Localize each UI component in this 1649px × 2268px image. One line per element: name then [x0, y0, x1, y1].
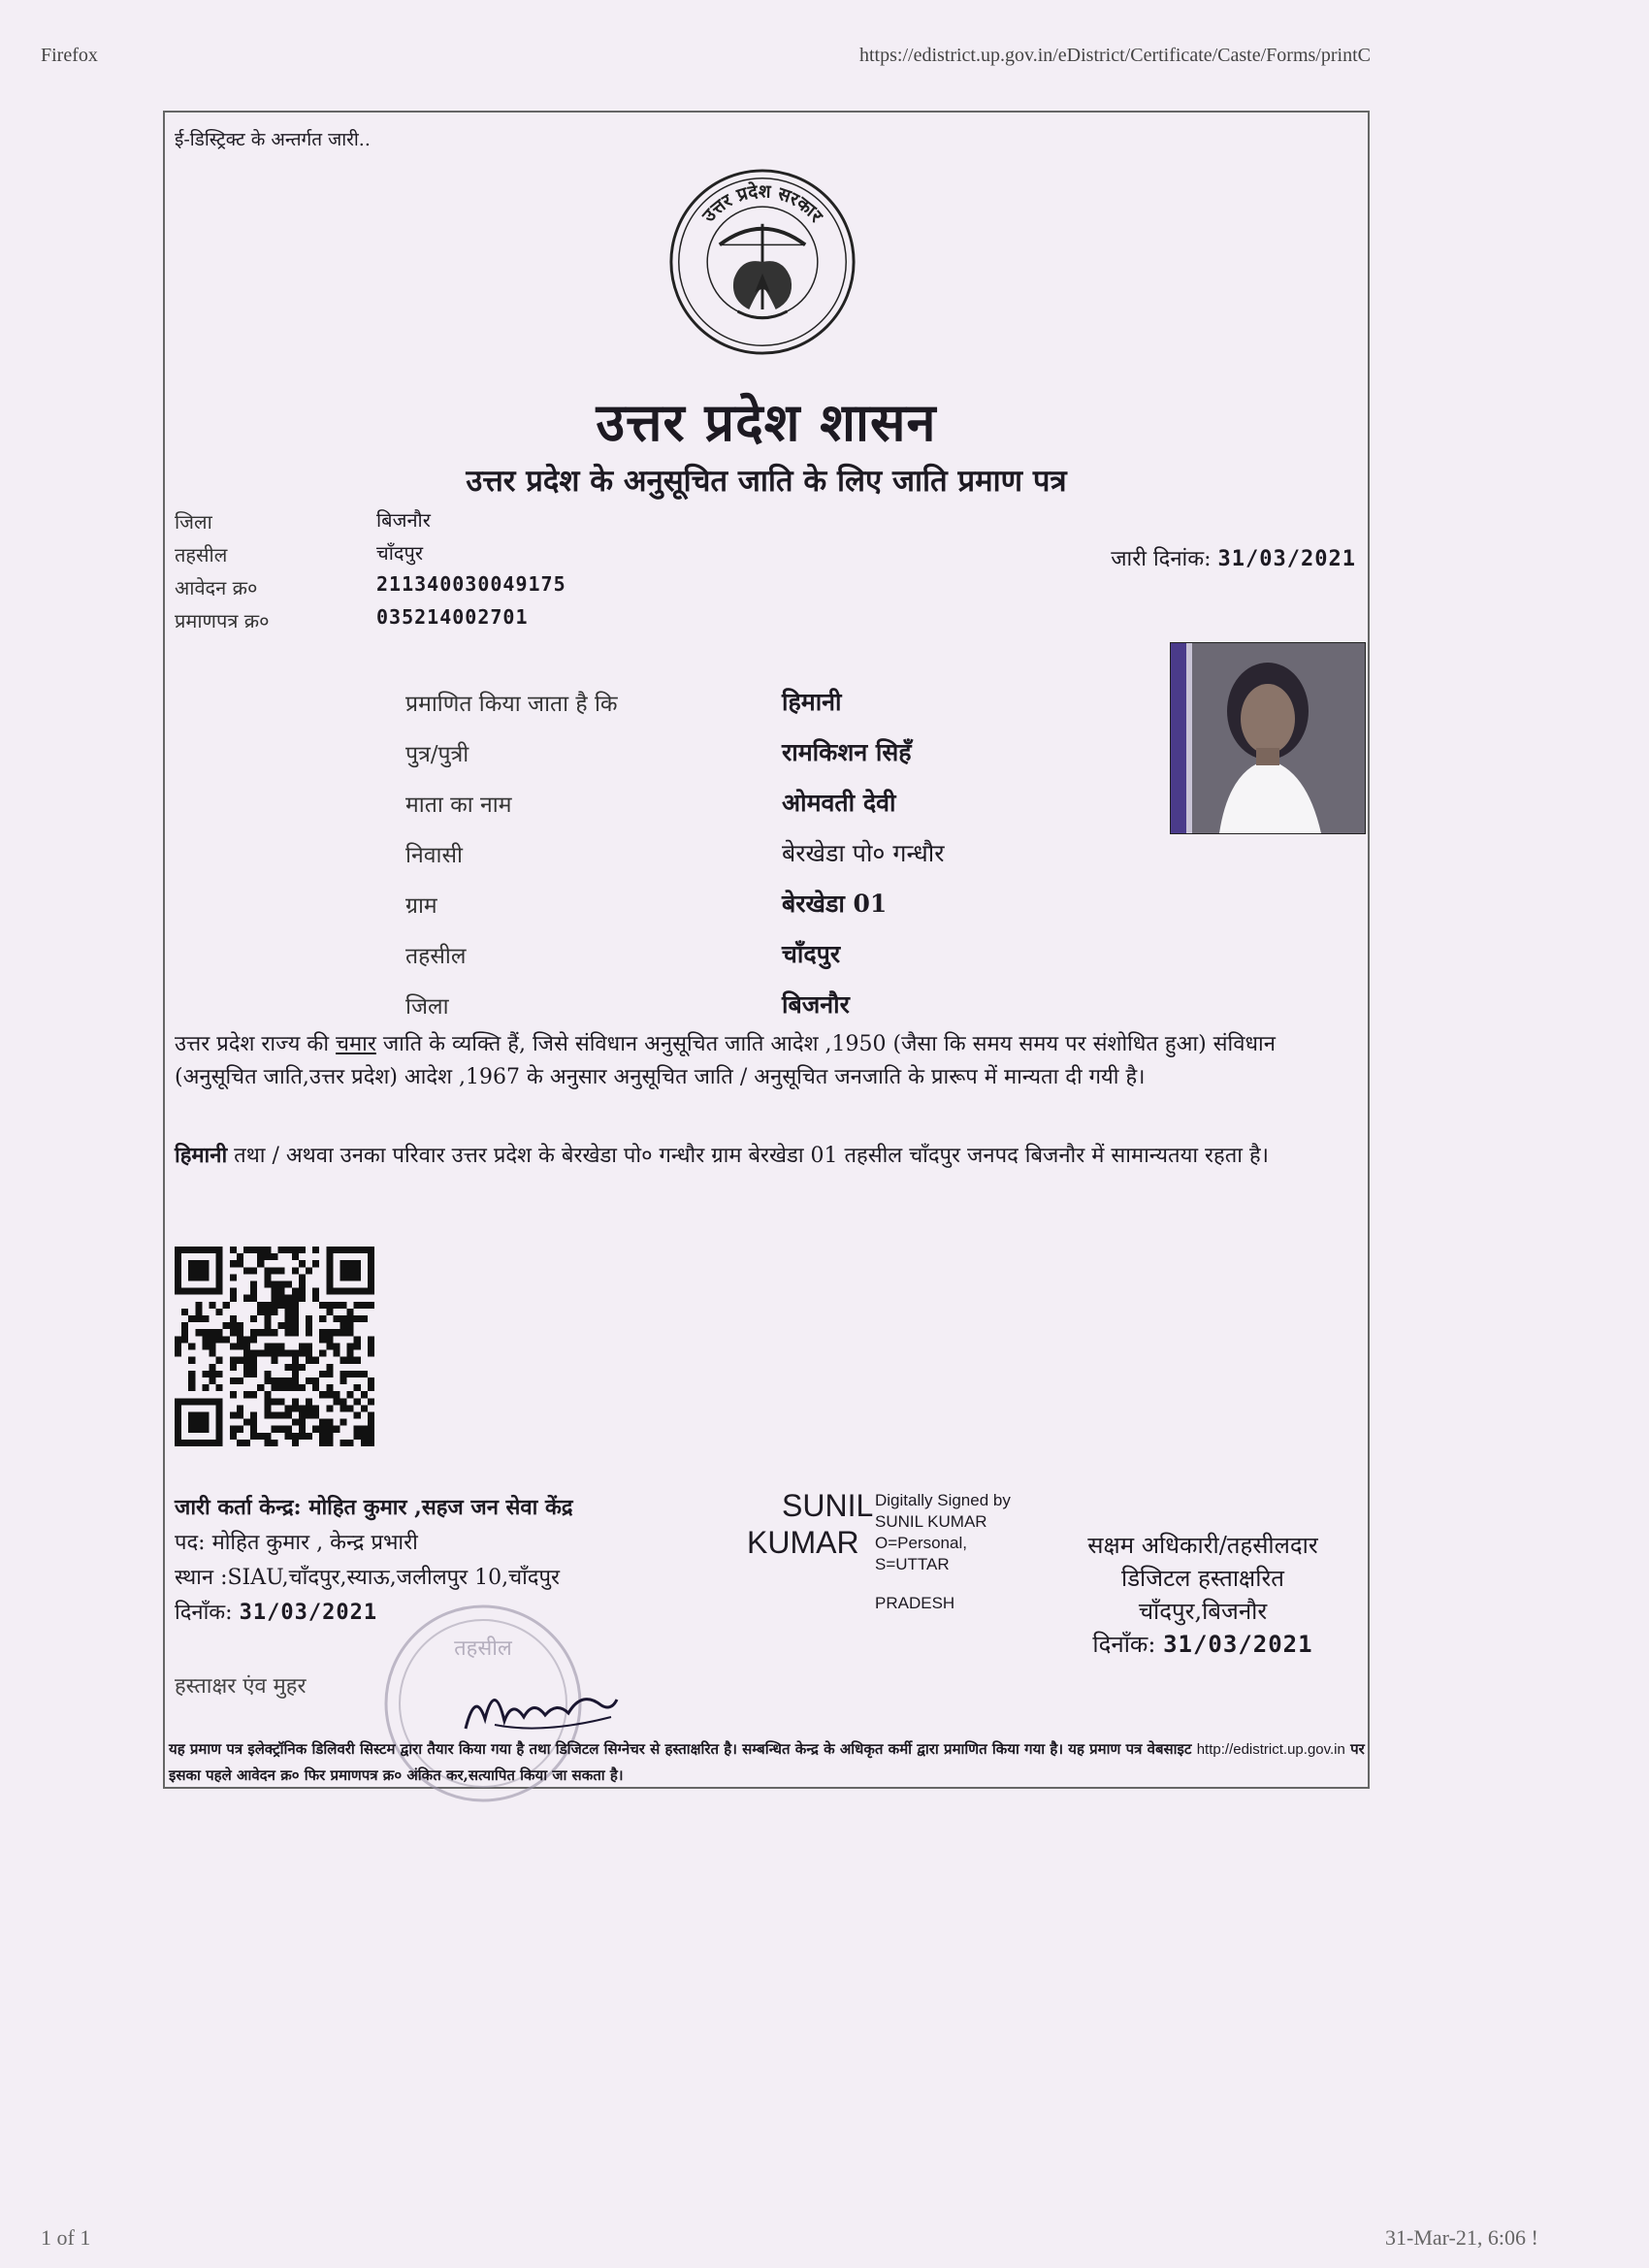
- emblem-text: उत्तर प्रदेश सरकार: [698, 181, 826, 227]
- district-label: जिला: [175, 510, 212, 534]
- verification-url[interactable]: http://edistrict.up.gov.in: [1196, 1741, 1345, 1758]
- application-no-value: 211340030049175: [376, 572, 566, 596]
- caste-statement: [175, 1028, 1360, 1094]
- village-value: बेरखेडा 01: [782, 890, 888, 918]
- certify-label: प्रमाणित किया जाता है कि: [405, 692, 618, 717]
- caste-statement-suffix: जाति के व्यक्ति हैं, जिसे संविधान अनुसूचित जाति आदेश ,1950 (जैसा कि समय समय पर संशोधित हुआ) संविधान (अनुसूचित जाति,उत्तर प्रदेश) आदेश ,1967 के अनुसार अनुसूचित जाति / अनुसूचित जनजाति के प्रारूप में मान्यता दी गयी है।: [175, 1032, 1276, 1089]
- detail-district-label: जिला: [405, 994, 449, 1020]
- caste-statement-prefix: उत्तर प्रदेश राज्य की: [175, 1032, 337, 1056]
- verification-note: [169, 1736, 1368, 1788]
- authority-title: सक्षम अधिकारी/तहसीलदार: [1087, 1532, 1318, 1559]
- district-value: बिजनौर: [376, 508, 431, 532]
- print-time: 31-Mar-21, 6:06 !: [1385, 2225, 1538, 2250]
- issue-date-label: जारी दिनांक:: [1111, 547, 1212, 571]
- mother-name: ओमवती देवी: [782, 789, 896, 817]
- detail-tehsil-label: तहसील: [405, 944, 467, 969]
- authority-date-value: 31/03/2021: [1163, 1631, 1313, 1658]
- browser-url: https://edistrict.up.gov.in/eDistrict/Certificate/Caste/Forms/printC: [859, 45, 1371, 66]
- certificate-no-label: प्रमाणपत्र क्र०: [175, 609, 270, 632]
- issuer-place: स्थान :SIAU,चाँदपुर,स्याऊ,जलीलपुर 10,चाँदपुर: [175, 1566, 560, 1590]
- residence-applicant-name: हिमानी: [175, 1143, 228, 1168]
- issuer-date: [175, 1597, 377, 1626]
- detail-tehsil-value: चाँदपुर: [782, 940, 841, 968]
- digital-sign-note-line: Digitally Signed by: [875, 1491, 1011, 1509]
- tehsil-label: तहसील: [175, 543, 228, 567]
- certificate-subtitle: उत्तर प्रदेश के अनुसूचित जाति के लिए जाति प्रमाण पत्र: [466, 464, 1067, 499]
- digital-sign-note-line: SUNIL KUMAR: [875, 1512, 987, 1531]
- digital-sign-name-2: KUMAR: [747, 1525, 859, 1560]
- applicant-name: हिमानी: [782, 688, 842, 716]
- digital-sign-note: [875, 1490, 1011, 1614]
- authority-place: चाँदपुर,बिजनौर: [1138, 1598, 1268, 1625]
- resident-value: बेरखेडा पो० गन्धौर: [782, 839, 945, 867]
- certificate-no-value: 035214002701: [376, 605, 529, 629]
- qr-code: [175, 1246, 374, 1447]
- issuer-date-value: 31/03/2021: [239, 1601, 378, 1625]
- verification-note-part2: पर इसका पहले आवेदन क्र० फिर प्रमाणपत्र क्र० अंकित कर,सत्यापित किया जा सकता है।: [169, 1740, 1365, 1784]
- issue-date-value: 31/03/2021: [1217, 547, 1356, 571]
- svg-text:उत्तर प्रदेश सरकार: [698, 179, 827, 227]
- detail-district-value: बिजनौर: [782, 990, 850, 1019]
- issuing-center: जारी कर्ता केन्द्र: मोहित कुमार ,सहज जन सेवा केंद्र: [175, 1495, 573, 1520]
- issuer-post: पद: मोहित कुमार , केन्द्र प्रभारी: [175, 1531, 418, 1555]
- caste-name: चमार: [336, 1032, 376, 1056]
- tehsil-value: चाँदपुर: [376, 541, 424, 565]
- sign-and-seal-label: हस्ताक्षर एंव मुहर: [175, 1674, 307, 1699]
- issue-date: [1111, 543, 1356, 572]
- authority-signed: डिजिटल हस्ताक्षरित: [1121, 1565, 1284, 1592]
- up-govt-emblem-icon: [667, 167, 857, 357]
- issuer-date-label: दिनाँक:: [175, 1601, 233, 1625]
- resident-label: निवासी: [405, 843, 463, 868]
- browser-app-name: Firefox: [41, 45, 98, 66]
- page-count: 1 of 1: [41, 2225, 91, 2250]
- father-name: रामकिशन सिहँ: [782, 738, 912, 766]
- digital-sign-note-line: PRADESH: [875, 1594, 955, 1612]
- applicant-photo-image: [1171, 643, 1365, 833]
- digital-sign-note-line: O=Personal,: [875, 1534, 967, 1552]
- village-label: ग्राम: [405, 893, 437, 919]
- digital-sign-note-line: S=UTTAR: [875, 1555, 950, 1573]
- certificate-title: उत्तर प्रदेश शासन: [596, 391, 937, 453]
- authority-date: [1038, 1628, 1368, 1661]
- certificate-frame: [163, 111, 1370, 1789]
- authority-date-label: दिनाँक:: [1092, 1631, 1156, 1658]
- mother-label: माता का नाम: [405, 793, 512, 818]
- issued-under-text: ई-डिस्ट्रिक्ट के अन्तर्गत जारी..: [175, 129, 371, 150]
- digital-sign-name-1: SUNIL: [782, 1488, 874, 1523]
- authority-block: [1038, 1529, 1368, 1661]
- applicant-photo: [1170, 642, 1366, 834]
- residence-statement: [175, 1139, 1360, 1173]
- stamp-text: तहसील: [454, 1636, 512, 1661]
- son-daughter-label: पुत्र/पुत्री: [405, 742, 469, 767]
- verification-note-part1: यह प्रमाण पत्र इलेक्ट्रॉनिक डिलिवरी सिस्टम द्वारा तैयार किया गया है तथा डिजिटल सिग्नेचर से हस्ताक्षरित है। सम्बन्धित केन्द्र के अधिकृत कर्मी द्वारा प्रमाणित किया गया है। यह प्रमाण पत्र वेबसाइट: [169, 1740, 1197, 1758]
- handwritten-signature: [456, 1661, 621, 1748]
- application-no-label: आवेदन क्र०: [175, 576, 258, 599]
- residence-text: तथा / अथवा उनका परिवार उत्तर प्रदेश के बेरखेडा पो० गन्धौर ग्राम बेरखेडा 01 तहसील चाँदपुर जनपद बिजनौर में सामान्यतया रहता है।: [227, 1144, 1269, 1168]
